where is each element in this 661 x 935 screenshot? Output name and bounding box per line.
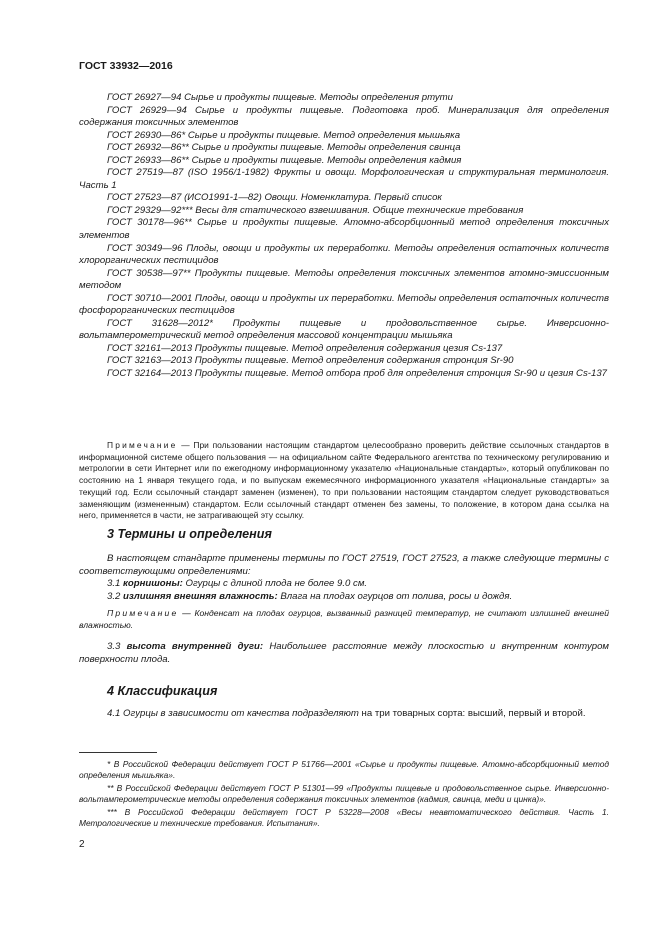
reference-item: ГОСТ 26930—86* Сырье и продукты пищевые. Метод определения мышьяка [107,129,461,141]
term-3-2 [79,591,609,604]
reference-item: ГОСТ 32161—2013 Продукты пищевые. Метод определения содержания цезия Cs-137 [107,342,503,354]
footnote-divider [79,752,157,753]
reference-item: ГОСТ 30538—97** Продукты пищевые. Методы определения токсичных элементов атомно-эмиссионным методом [79,267,609,292]
footnote-item: * В Российской Федерации действует ГОСТ Р 51766—2001 «Сырье и продукты пищевые. Атомно-абсорбционный метод определения мышьяка». [79,759,609,781]
term-name: высота внутренней дуги: [126,641,264,653]
note-label: Примечание [107,440,178,450]
term-3-2-note [79,608,609,632]
document-header: ГОСТ 33932—2016 [79,60,173,72]
reference-item: ГОСТ 31628—2012* Продукты пищевые и продовольственное сырье. Инверсионно-вольтамперометрический метод определения массовой концентрации мышьяка [79,317,609,342]
reference-item: ГОСТ 30710—2001 Плоды, овощи и продукты их переработки. Методы определения остаточных количеств фосфорорганических пестицидов [79,292,609,317]
term-definition: Огурцы с длиной плода не более 9.0 см. [182,578,368,590]
reference-item: ГОСТ 27519—87 (ISO 1956/1-1982) Фрукты и овощи. Морфологическая и структуральная терминология. Часть 1 [79,167,609,191]
reference-item: ГОСТ 30349—96 Плоды, овощи и продукты их переработки. Методы определения остаточных количеств хлорорганических пестицидов [79,242,609,267]
term-3-1 [79,578,609,591]
section-3-body [79,553,609,667]
reference-item: ГОСТ 26933—86** Сырье и продукты пищевые. Методы определения кадмия [107,154,462,166]
reference-item: ГОСТ 26929—94 Сырье и продукты пищевые. Подготовка проб. Минерализация для определения содержания токсичных элементов [79,104,609,129]
reference-item: ГОСТ 30178—96** Сырье и продукты пищевые. Атомно-абсорбционный метод определения токсичных элементов [79,217,609,242]
footnotes [79,759,609,830]
section-4-title: 4 Классификация [107,684,218,698]
term-name: излишняя внешняя влажность: [123,591,278,603]
reference-item: ГОСТ 26932—86** Сырье и продукты пищевые. Методы определения свинца [107,142,461,154]
section-3-title: 3 Термины и определения [107,527,272,541]
term-name: корнишоны: [123,578,183,590]
term-number: 3.3 [107,641,127,653]
normative-references-list [79,92,609,381]
term-3-3 [79,641,609,666]
section-4-body [79,708,609,721]
reference-item: ГОСТ 26927—94 Сырье и продукты пищевые. Методы определения ртути [107,92,453,103]
term-number: 3.2 [107,591,124,603]
reference-item: ГОСТ 27523—87 (ИСО1991-1—82) Овощи. Номенклатура. Первый список [107,192,442,204]
term-definition: Наибольшее расстояние между плоскостью и внутренним контуром поверхности плода. [79,641,609,666]
note-label: Примечание [107,607,179,618]
paragraph-italic-text: Огурцы в зависимости от качества подразделяют [123,708,359,719]
term-number: 3.1 [107,578,124,590]
paragraph-text: на три товарных сорта: высший, первый и второй. [358,708,586,719]
paragraph-4-1 [79,708,609,721]
reference-item: ГОСТ 32164—2013 Продукты пищевые. Метод отбора проб для определения стронция Sr-90 и цезия Cs-137 [107,368,607,380]
footnote-item: *** В Российской Федерации действует ГОСТ Р 53228—2008 «Весы неавтоматического действия. Часть 1. Метрологические и технические требования. Испытания». [79,806,609,829]
reference-item: ГОСТ 29329—92*** Весы для статического взвешивания. Общие технические требования [107,204,524,216]
note-text: — Конденсат на плодах огурцов, вызванный разницей температур, не считают излишней внешней влажностью. [79,607,609,630]
term-definition: Влага на плодах огурцов от полива, росы и дождя. [277,591,513,603]
section-3-intro: В настоящем стандарте применены термины по ГОСТ 27519, ГОСТ 27523, а также следующие термины с соответствующими определениями: [79,553,609,577]
note-paragraph [79,440,609,522]
footnote-item: ** В Российской Федерации действует ГОСТ Р 51301—99 «Продукты пищевые и продовольственное сырье. Инверсионно-вольтамперометрические методы определения содержания токсичных элементов (кадмия, свинца, меди и цинка)». [79,782,609,805]
page-number: 2 [79,839,85,850]
reference-item: ГОСТ 32163—2013 Продукты пищевые. Метод определения содержания стронция Sr-90 [107,355,514,367]
paragraph-number: 4.1 [107,708,124,719]
note-text: — При пользовании настоящим стандартом целесообразно проверить действие ссылочных стандартов в информационной системе общего пользования — на официальном сайте Федерального агентства по техническому регулированию и метрологии в сети Интернет или по ежегодному информационному указателю «Национальные стандарты», который опубликован по состоянию на 1 января текущего года, и по выпускам ежемесячного информационного указателя «Национальные стандарты» за текущий год. Если ссылочный стандарт заменен (изменен), то при пользовании настоящим стандартом следует руководствоваться заменяющим (измененным) стандартом. Если ссылочный стандарт отменен без замены, то положение, в котором дана ссылка на него, применяется в части, не затрагивающей эту ссылку. [79,440,609,521]
references-note [79,440,609,522]
